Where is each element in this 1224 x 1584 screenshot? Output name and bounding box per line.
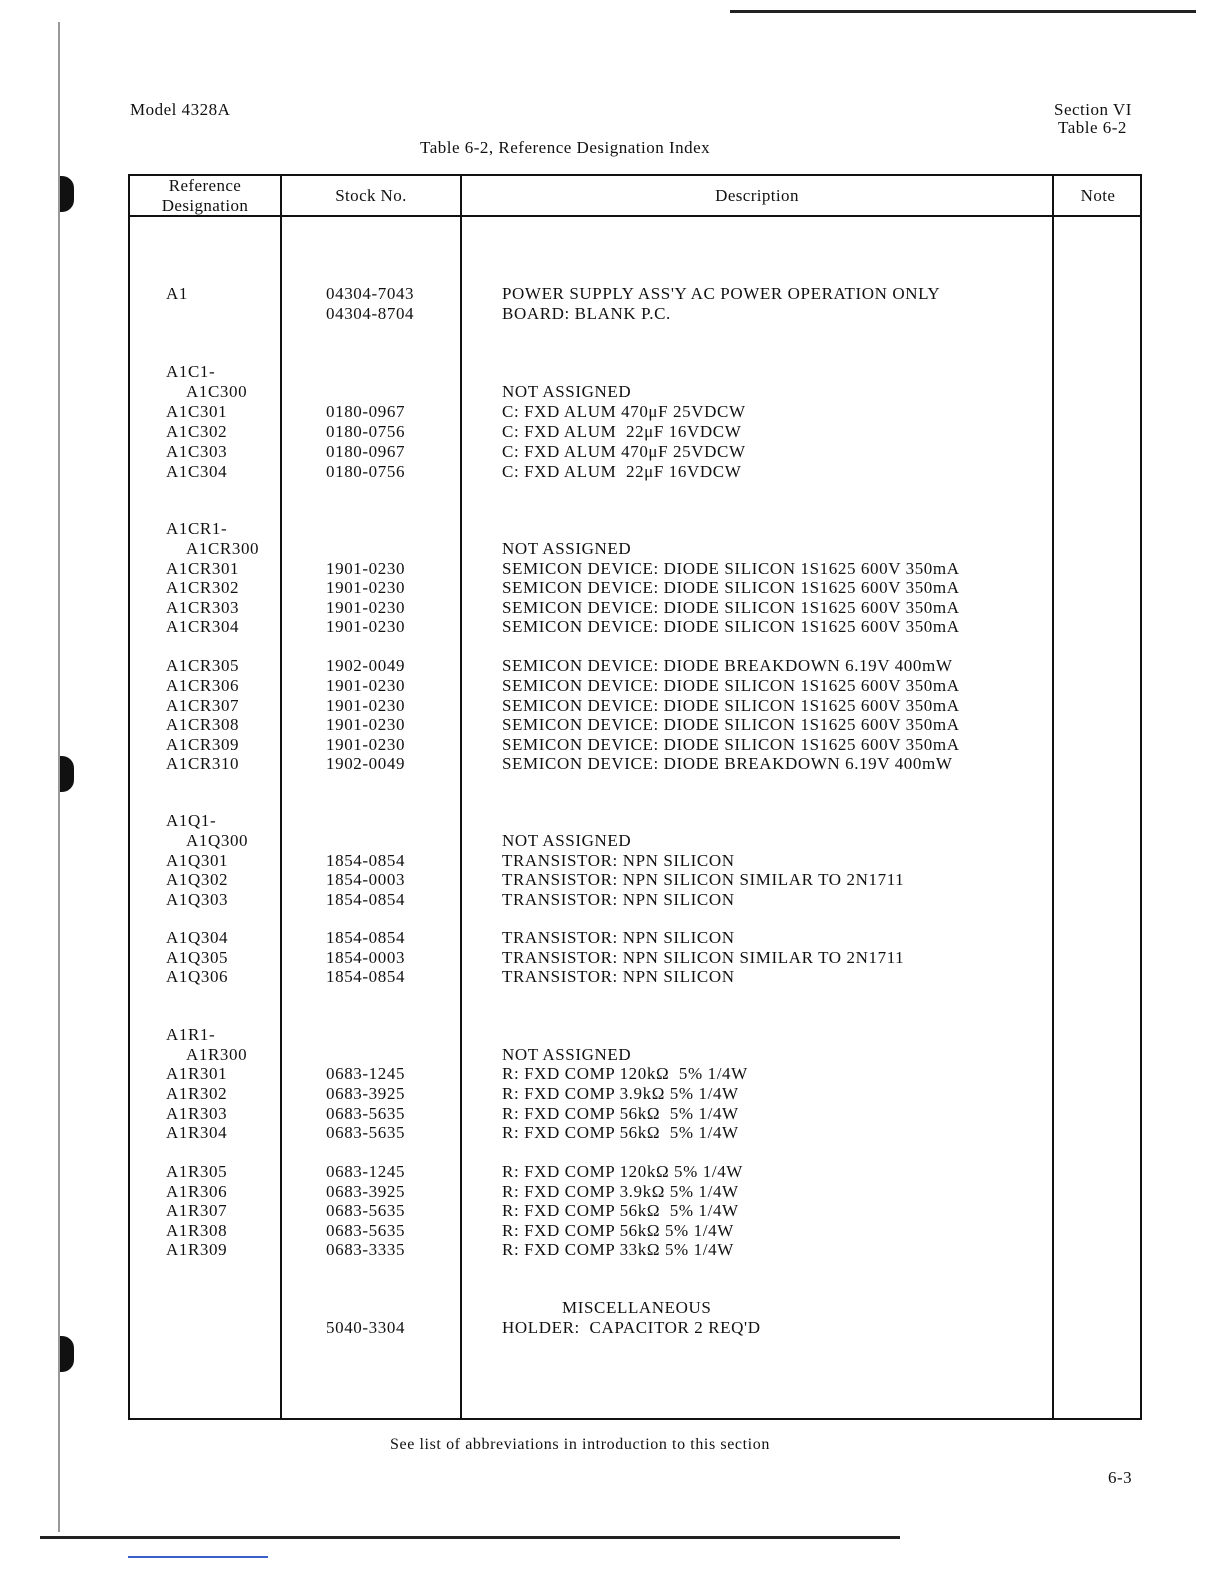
- part-description: NOT ASSIGNED: [502, 1045, 632, 1064]
- part-description: SEMICON DEVICE: DIODE SILICON 1S1625 600V 350mA: [502, 715, 960, 734]
- part-description: C: FXD ALUM 470μF 25VDCW: [502, 442, 746, 461]
- part-description: R: FXD COMP 56kΩ 5% 1/4W: [502, 1123, 739, 1142]
- part-description: SEMICON DEVICE: DIODE SILICON 1S1625 600V 350mA: [502, 617, 960, 636]
- stock-number: 1854-0003: [326, 948, 406, 967]
- reference-designation: A1R304: [166, 1123, 228, 1142]
- part-description: R: FXD COMP 3.9kΩ 5% 1/4W: [502, 1182, 739, 1201]
- stock-number: 0683-3925: [326, 1084, 406, 1103]
- binder-hole-mark: [60, 176, 74, 212]
- stock-number: 1854-0003: [326, 870, 406, 889]
- reference-designation: A1R305: [166, 1162, 228, 1181]
- stock-number: 04304-7043: [326, 284, 415, 303]
- reference-designation: A1CR310: [166, 754, 240, 773]
- part-description: SEMICON DEVICE: DIODE SILICON 1S1625 600V 350mA: [502, 559, 960, 578]
- table-row: [130, 1084, 1144, 1104]
- reference-designation: A1: [166, 284, 188, 303]
- column-header-reference: [130, 176, 280, 216]
- model-label: Model 4328A: [130, 100, 231, 119]
- reference-designation: A1R309: [166, 1240, 228, 1259]
- part-description: R: FXD COMP 120kΩ 5% 1/4W: [502, 1064, 748, 1083]
- stock-number: 0683-3925: [326, 1182, 406, 1201]
- part-description: R: FXD COMP 56kΩ 5% 1/4W: [502, 1104, 739, 1123]
- table-row: [130, 462, 1144, 482]
- table-row: [130, 442, 1144, 462]
- stock-number: 1901-0230: [326, 559, 406, 578]
- table-row: [130, 1221, 1144, 1241]
- part-description: C: FXD ALUM 470μF 25VDCW: [502, 402, 746, 421]
- table-row: [130, 928, 1144, 948]
- stock-number: 1901-0230: [326, 617, 406, 636]
- reference-designation: A1Q303: [166, 890, 229, 909]
- reference-designation: A1CR301: [166, 559, 240, 578]
- part-description: NOT ASSIGNED: [502, 539, 632, 558]
- table-row: [130, 422, 1144, 442]
- part-description: R: FXD COMP 33kΩ 5% 1/4W: [502, 1240, 734, 1259]
- stock-number: 0180-0756: [326, 422, 406, 441]
- part-description: SEMICON DEVICE: DIODE SILICON 1S1625 600V 350mA: [502, 598, 960, 617]
- table-row: [130, 519, 1144, 539]
- table-row: [130, 382, 1144, 402]
- table-row: [130, 578, 1144, 598]
- header-divider: [130, 215, 1140, 217]
- part-description: NOT ASSIGNED: [502, 831, 632, 850]
- part-description: SEMICON DEVICE: DIODE SILICON 1S1625 600V 350mA: [502, 578, 960, 597]
- part-description: TRANSISTOR: NPN SILICON SIMILAR TO 2N1711: [502, 948, 905, 967]
- stock-number: 1901-0230: [326, 696, 406, 715]
- reference-designation: A1C303: [166, 442, 228, 461]
- reference-designation-table: [128, 174, 1142, 1420]
- part-description: TRANSISTOR: NPN SILICON: [502, 967, 735, 986]
- part-description: SEMICON DEVICE: DIODE BREAKDOWN 6.19V 400mW: [502, 656, 953, 675]
- reference-designation: A1C300: [186, 382, 248, 401]
- stock-number: 0683-5635: [326, 1201, 406, 1220]
- binder-hole-mark: [60, 1336, 74, 1372]
- reference-designation: A1CR1-: [166, 519, 228, 538]
- part-description: TRANSISTOR: NPN SILICON SIMILAR TO 2N1711: [502, 870, 905, 889]
- table-row: [130, 656, 1144, 676]
- table-row: [130, 851, 1144, 871]
- stock-number: 1902-0049: [326, 754, 406, 773]
- stock-number: 04304-8704: [326, 304, 415, 323]
- part-description: NOT ASSIGNED: [502, 382, 632, 401]
- part-description: R: FXD COMP 3.9kΩ 5% 1/4W: [502, 1084, 739, 1103]
- reference-designation: A1Q302: [166, 870, 229, 889]
- part-description: TRANSISTOR: NPN SILICON: [502, 890, 735, 909]
- table-row: [130, 754, 1144, 774]
- table-row: [130, 967, 1144, 987]
- column-header-description: Description: [715, 186, 799, 205]
- part-description: R: FXD COMP 120kΩ 5% 1/4W: [502, 1162, 743, 1181]
- reference-designation: A1R307: [166, 1201, 228, 1220]
- stock-number: 1854-0854: [326, 967, 406, 986]
- table-row: [130, 715, 1144, 735]
- column-header-stock: Stock No.: [335, 186, 407, 205]
- table-row: [130, 1240, 1144, 1260]
- part-description: MISCELLANEOUS: [562, 1298, 712, 1317]
- reference-designation: A1R303: [166, 1104, 228, 1123]
- reference-designation: A1Q1-: [166, 811, 217, 830]
- reference-designation: A1R302: [166, 1084, 228, 1103]
- part-description: R: FXD COMP 56kΩ 5% 1/4W: [502, 1221, 734, 1240]
- table-row: [130, 284, 1144, 304]
- table-row: [130, 1123, 1144, 1143]
- table-row: [130, 1298, 1144, 1318]
- table-row: [130, 1064, 1144, 1084]
- table-row: [130, 598, 1144, 618]
- stock-number: 0180-0967: [326, 402, 406, 421]
- reference-designation: A1CR306: [166, 676, 240, 695]
- page-number: 6-3: [1108, 1468, 1133, 1487]
- table-row: [130, 539, 1144, 559]
- table-row: [130, 831, 1144, 851]
- stock-number: 1901-0230: [326, 598, 406, 617]
- stock-number: 0683-3335: [326, 1240, 406, 1259]
- reference-designation: A1Q306: [166, 967, 229, 986]
- table-row: [130, 559, 1144, 579]
- top-rule: [730, 10, 1196, 13]
- bottom-rule: [40, 1536, 900, 1539]
- table-row: [130, 1045, 1144, 1065]
- part-description: C: FXD ALUM 22μF 16VDCW: [502, 422, 742, 441]
- table-row: [130, 1318, 1144, 1338]
- part-description: SEMICON DEVICE: DIODE SILICON 1S1625 600V 350mA: [502, 676, 960, 695]
- reference-designation: A1C304: [166, 462, 228, 481]
- column-header-reference-line2: Designation: [161, 196, 249, 215]
- table-row: [130, 948, 1144, 968]
- part-description: R: FXD COMP 56kΩ 5% 1/4W: [502, 1201, 739, 1220]
- table-row: [130, 362, 1144, 382]
- stock-number: 0683-5635: [326, 1221, 406, 1240]
- reference-designation: A1CR300: [186, 539, 260, 558]
- reference-designation: A1R300: [186, 1045, 248, 1064]
- table-row: [130, 1162, 1144, 1182]
- stock-number: 0180-0756: [326, 462, 406, 481]
- reference-designation: A1CR309: [166, 735, 240, 754]
- reference-designation: A1C302: [166, 422, 228, 441]
- reference-designation: A1CR305: [166, 656, 240, 675]
- reference-designation: A1CR304: [166, 617, 240, 636]
- stock-number: 1901-0230: [326, 676, 406, 695]
- abbreviation-footnote: See list of abbreviations in introduction to this section: [390, 1436, 770, 1453]
- reference-designation: A1R308: [166, 1221, 228, 1240]
- table-row: [130, 811, 1144, 831]
- reference-designation: A1CR303: [166, 598, 240, 617]
- reference-designation: A1CR308: [166, 715, 240, 734]
- column-header-reference-line1: Reference: [168, 176, 242, 195]
- stock-number: 1902-0049: [326, 656, 406, 675]
- table-row: [130, 735, 1144, 755]
- reference-designation: A1CR302: [166, 578, 240, 597]
- reference-designation: A1Q304: [166, 928, 229, 947]
- part-description: TRANSISTOR: NPN SILICON: [502, 851, 735, 870]
- stock-number: 0683-1245: [326, 1064, 406, 1083]
- binder-hole-mark: [60, 756, 74, 792]
- table-row: [130, 870, 1144, 890]
- table-row: [130, 1025, 1144, 1045]
- stock-number: 1901-0230: [326, 715, 406, 734]
- part-description: SEMICON DEVICE: DIODE SILICON 1S1625 600V 350mA: [502, 735, 960, 754]
- table-ref-label: Table 6-2: [1058, 118, 1127, 137]
- table-row: [130, 304, 1144, 324]
- reference-designation: A1Q301: [166, 851, 229, 870]
- part-description: C: FXD ALUM 22μF 16VDCW: [502, 462, 742, 481]
- reference-designation: A1R1-: [166, 1025, 216, 1044]
- reference-designation: A1R306: [166, 1182, 228, 1201]
- part-description: SEMICON DEVICE: DIODE BREAKDOWN 6.19V 400mW: [502, 754, 953, 773]
- stock-number: 0683-5635: [326, 1104, 406, 1123]
- reference-designation: A1CR307: [166, 696, 240, 715]
- reference-designation: A1C1-: [166, 362, 216, 381]
- table-row: [130, 617, 1144, 637]
- reference-designation: A1Q300: [186, 831, 249, 850]
- table-row: [130, 402, 1144, 422]
- part-description: HOLDER: CAPACITOR 2 REQ'D: [502, 1318, 761, 1337]
- table-row: [130, 1182, 1144, 1202]
- part-description: SEMICON DEVICE: DIODE SILICON 1S1625 600V 350mA: [502, 696, 960, 715]
- reference-designation: A1R301: [166, 1064, 228, 1083]
- stock-number: 0180-0967: [326, 442, 406, 461]
- section-label: Section VI: [1054, 100, 1132, 119]
- stock-number: 1854-0854: [326, 851, 406, 870]
- column-header-note: Note: [1080, 186, 1116, 205]
- table-row: [130, 1104, 1144, 1124]
- stock-number: 1901-0230: [326, 735, 406, 754]
- stock-number: 1901-0230: [326, 578, 406, 597]
- table-row: [130, 1201, 1144, 1221]
- table-row: [130, 676, 1144, 696]
- part-description: BOARD: BLANK P.C.: [502, 304, 671, 323]
- blue-underline-mark: [128, 1556, 268, 1558]
- stock-number: 0683-5635: [326, 1123, 406, 1142]
- table-row: [130, 890, 1144, 910]
- table-title: Table 6-2, Reference Designation Index: [420, 138, 711, 157]
- part-description: TRANSISTOR: NPN SILICON: [502, 928, 735, 947]
- stock-number: 5040-3304: [326, 1318, 406, 1337]
- part-description: POWER SUPPLY ASS'Y AC POWER OPERATION ONLY: [502, 284, 941, 303]
- stock-number: 0683-1245: [326, 1162, 406, 1181]
- stock-number: 1854-0854: [326, 928, 406, 947]
- stock-number: 1854-0854: [326, 890, 406, 909]
- reference-designation: A1Q305: [166, 948, 229, 967]
- table-row: [130, 696, 1144, 716]
- reference-designation: A1C301: [166, 402, 228, 421]
